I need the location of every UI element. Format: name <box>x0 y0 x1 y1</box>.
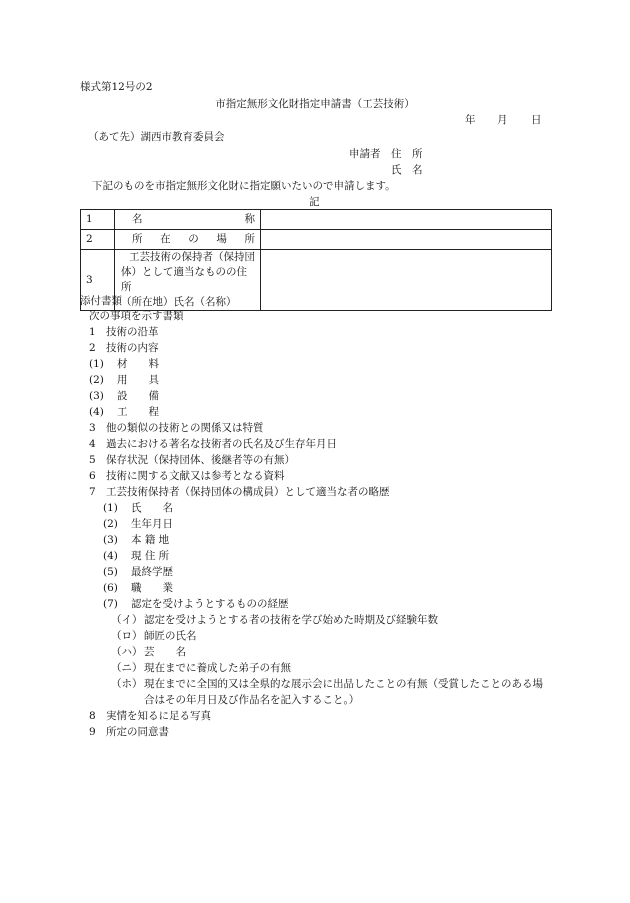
list-item: 3 他の類似の技術との関係又は特質 <box>89 422 264 434</box>
name-value-field[interactable] <box>261 210 552 230</box>
document-title: 市指定無形文化財指定申請書（工芸技術） <box>215 98 415 110</box>
row-number: 1 <box>81 210 115 230</box>
row-label <box>115 210 261 230</box>
attachments-heading: 添付書類 <box>80 295 122 307</box>
list-item: (2) 生年月日 <box>103 518 173 530</box>
list-item: (3) 本 籍 地 <box>103 534 170 546</box>
list-item: 8 実情を知るに足る写真 <box>89 710 211 722</box>
list-item: （ホ） 現在までに全国的又は全県的な展示会に出品したことの有無（受賞したことのある場 <box>111 678 543 690</box>
label-char: 称 <box>244 213 255 225</box>
list-item: 1 技術の沿革 <box>89 326 159 338</box>
list-item: (4) 工 程 <box>89 406 159 418</box>
list-item: 7 工芸技術保持者（保持団体の構成員）として適当な者の略歴 <box>89 486 390 498</box>
label-char: 所 <box>244 233 255 245</box>
form-number: 様式第12号の2 <box>80 81 153 93</box>
list-item: 9 所定の同意書 <box>89 726 169 738</box>
row-number: 2 <box>81 230 115 250</box>
table-row <box>81 230 552 250</box>
list-item: （ハ） 芸 名 <box>111 646 186 658</box>
applicant-label: 申請者 <box>349 148 381 160</box>
request-statement: 下記のものを市指定無形文化財に指定願いたいので申請します。 <box>92 180 396 192</box>
date-month-label: 月 <box>497 114 508 126</box>
table-row <box>81 210 552 230</box>
label-line: 体）として適当なものの住所 <box>121 266 247 293</box>
list-item: (4) 現 住 所 <box>103 550 170 562</box>
row-number: 3 <box>81 250 115 311</box>
date-year-label: 年 <box>465 114 476 126</box>
list-item: 4 過去における著名な技術者の氏名及び生存年月日 <box>89 438 337 450</box>
registration-table <box>80 209 552 311</box>
attachments-intro: 次の事項を示す書類 <box>89 310 184 322</box>
label-line: （所在地）氏名（名称） <box>121 296 237 308</box>
label-line: 工芸技術の保持者（保持団 <box>129 251 255 263</box>
label-char: 場 <box>216 233 227 245</box>
row-label <box>115 250 261 311</box>
list-item: 2 技術の内容 <box>89 342 159 354</box>
addressee: （あて先）湖西市教育委員会 <box>88 131 225 143</box>
list-item: （ロ） 師匠の氏名 <box>111 630 197 642</box>
row-label <box>115 230 261 250</box>
list-item: （ニ） 現在までに養成した弟子の有無 <box>111 662 291 674</box>
applicant-name-label: 氏 名 <box>391 164 423 176</box>
list-item: (1) 氏 名 <box>103 502 173 514</box>
list-item: 5 保存状況（保持団体、後継者等の有無） <box>89 454 295 466</box>
list-item: (2) 用 具 <box>89 374 159 386</box>
location-value-field[interactable] <box>261 230 552 250</box>
label-char: 所 <box>132 233 143 245</box>
list-item: (7) 認定を受けようとするものの経歴 <box>103 598 289 610</box>
list-item: 6 技術に関する文献又は参考となる資料 <box>89 470 285 482</box>
list-item: （イ） 認定を受けようとする者の技術を学び始めた時期及び経験年数 <box>111 614 438 626</box>
label-char: 名 <box>132 213 143 225</box>
list-item-continuation: 合はその年月日及び作品名を記入すること。） <box>144 694 360 706</box>
holder-value-field[interactable] <box>261 250 552 311</box>
list-item: (6) 職 業 <box>103 582 173 594</box>
list-item: (3) 設 備 <box>89 390 159 402</box>
date-day-label: 日 <box>531 114 542 126</box>
ki-label: 記 <box>309 196 320 208</box>
list-item: (5) 最終学歴 <box>103 566 173 578</box>
table-row <box>81 250 552 311</box>
label-char: 在 <box>160 233 171 245</box>
label-char: の <box>188 233 199 245</box>
list-item: (1) 材 料 <box>89 358 159 370</box>
applicant-address-label: 住 所 <box>391 148 423 160</box>
